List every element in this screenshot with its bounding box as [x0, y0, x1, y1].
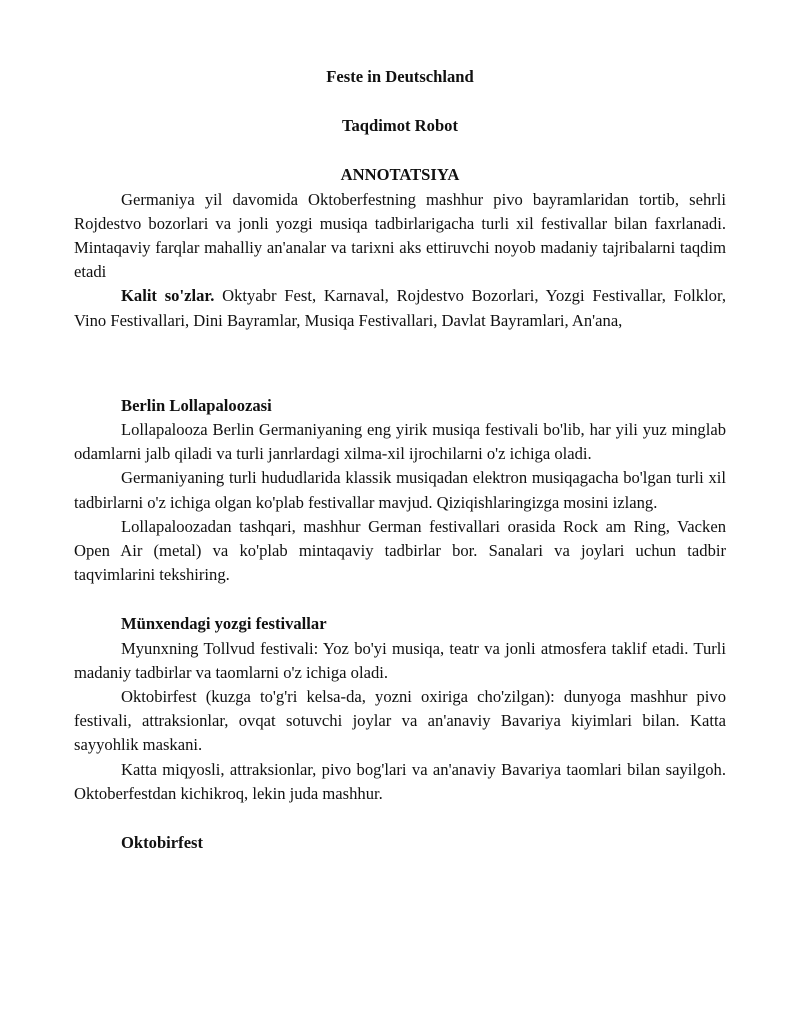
keywords-text: Oktyabr Fest, Karnaval, Rojdestvo Bozorlari, Yozgi Festivallar, Folklor, Vino Festivallari, Dini Bayramlar, Musiqa Festivallari, Davlat Bayramlari, An'ana,: [74, 286, 726, 330]
annotation-heading: ANNOTATSIYA: [340, 165, 460, 185]
keywords-paragraph: [74, 284, 726, 332]
section-heading-oktoberfest: Oktobirfest: [121, 833, 204, 853]
section-heading-berlin-lollapalooza: Berlin Lollapaloozasi: [121, 395, 272, 415]
section-paragraph: Katta miqyosli, attraksionlar, pivo bog'lari va an'anaviy Bavariya taomlari bilan sayilgoh. Oktoberfestdan kichikroq, lekin juda mashhur.: [74, 759, 726, 803]
document-title: Feste in Deutschland: [326, 67, 474, 86]
section-paragraph: Germaniyaning turli hududlarida klassik musiqadan elektron musiqagacha bo'lgan turli xil tadbirlarni o'z ichiga olgan ko'plab festivallar mavjud. Qiziqishlaringizga mosini izlang.: [74, 468, 726, 512]
document-subtitle: Taqdimot Robot: [341, 116, 459, 136]
section-paragraph: Lollapaloozadan tashqari, mashhur German festivallari orasida Rock am Ring, Vacken Open Air (metal) va ko'plab mintaqaviy tadbirlar bor. Sanalari va joylari uchun tadbir taqvimlarini tekshiring.: [74, 516, 726, 585]
annotation-paragraph: Germaniya yil davomida Oktoberfestning mashhur pivo bayramlaridan tortib, sehrli Rojdestvo bozorlari va jonli yozgi musiqa tadbirlarigacha turli xil festivallar bilan faxrlanadi. Mintaqaviy farqlar mahalliy an'analar va tarixni aks ettiruvchi noyob madaniy tajribalarni taqdim etadi: [74, 189, 726, 282]
keywords-label: Kalit so'zlar.: [121, 286, 215, 306]
section-paragraph: Oktobirfest (kuzga to'g'ri kelsa-da, yozni oxiriga cho'zilgan): dunyoga mashhur pivo festivali, attraksionlar, ovqat sotuvchi joylar va an'anaviy Bavariya kiyimlari bilan. Katta sayyohlik maskani.: [74, 687, 726, 755]
section-paragraph: Myunxning Tollvud festivali: Yoz bo'yi musiqa, teatr va jonli atmosfera taklif etadi. Turli madaniy tadbirlar va taomlarni o'z ichiga oladi.: [74, 638, 726, 682]
section-heading-munich-summer-festivals: Münxendagi yozgi festivallar: [121, 614, 327, 634]
section-paragraph: Lollapalooza Berlin Germaniyaning eng yirik musiqa festivali bo'lib, har yili yuz minglab odamlarni jalb qiladi va turli janrlardagi xilma-xil ijrochilarni o'z ichiga oladi.: [74, 420, 726, 464]
